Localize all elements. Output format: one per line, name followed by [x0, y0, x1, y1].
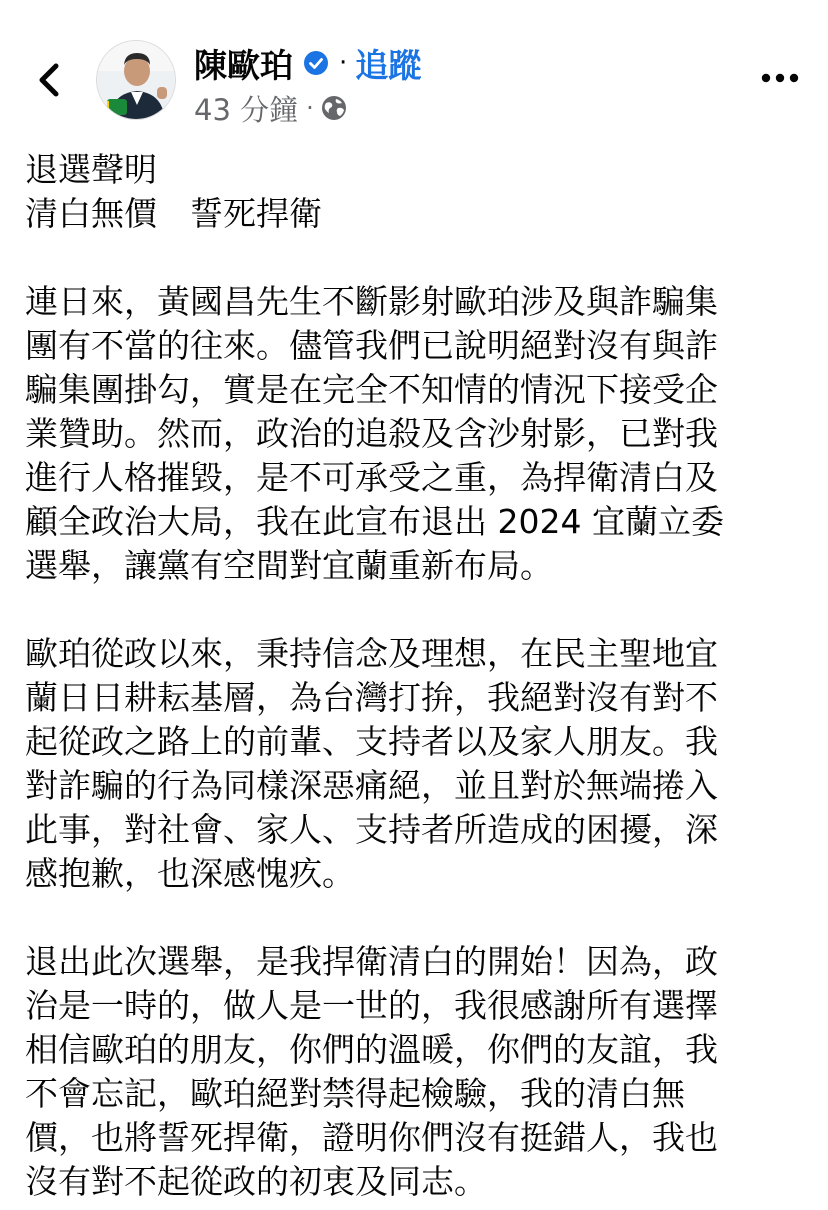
- post-line: 感抱歉，也深感愧疚。: [25, 854, 355, 893]
- post-timestamp[interactable]: 43 分鐘: [194, 92, 299, 127]
- post-line: 連日來，黃國昌先生不斷影射歐珀涉及與詐騙集: [25, 282, 718, 321]
- paragraph-spacer: [25, 588, 815, 632]
- post-paragraph: [25, 280, 815, 588]
- separator-dot: ·: [339, 48, 348, 78]
- avatar-photo: [97, 41, 176, 120]
- post-line: 對詐騙的行為同樣深惡痛絕，並且對於無端捲入: [25, 766, 718, 805]
- post-paragraph: [25, 940, 815, 1204]
- more-options-button[interactable]: [758, 60, 802, 96]
- author-avatar[interactable]: [96, 40, 176, 120]
- paragraph-spacer: [25, 236, 815, 280]
- post-line: 不會忘記，歐珀絕對禁得起檢驗，我的清白無: [25, 1074, 685, 1113]
- post-line: 歐珀從政以來，秉持信念及理想，在民主聖地宜: [25, 634, 718, 673]
- post-line: 沒有對不起從政的初衷及同志。: [25, 1162, 487, 1201]
- post-line: 退出此次選舉，是我捍衛清白的開始！因為，政: [25, 942, 718, 981]
- post-line: 退選聲明: [25, 150, 157, 189]
- post-line: 進行人格摧毀，是不可承受之重，為捍衛清白及: [25, 458, 718, 497]
- follow-button[interactable]: 追蹤: [355, 45, 422, 85]
- post-paragraph: [25, 632, 815, 896]
- post-line: 選舉，讓黨有空間對宜蘭重新布局。: [25, 546, 553, 585]
- back-button[interactable]: [28, 58, 68, 102]
- chevron-left-icon: [34, 62, 62, 98]
- post-header: [0, 0, 828, 140]
- post-paragraph-title: [25, 148, 815, 236]
- verified-badge-icon: [303, 50, 329, 76]
- post-line: 顧全政治大局，我在此宣布退出 2024 宜蘭立委: [25, 502, 724, 541]
- post-line: 治是一時的，做人是一世的，我很感謝所有選擇: [25, 986, 718, 1025]
- post-line: 價，也將誓死捍衛，證明你們沒有挺錯人，我也: [25, 1118, 718, 1157]
- more-options-icon: [760, 72, 800, 84]
- author-line: [194, 38, 421, 88]
- post-line: 此事，對社會、家人、支持者所造成的困擾，深: [25, 810, 718, 849]
- post-meta: [194, 86, 348, 130]
- author-name[interactable]: 陳歐珀: [194, 45, 293, 85]
- meta-separator: ·: [306, 94, 314, 122]
- post-line: 清白無價 誓死捍衛: [25, 194, 322, 233]
- post-line: 相信歐珀的朋友，你們的溫暖，你們的友誼，我: [25, 1030, 718, 1069]
- post-line: 團有不當的往來。儘管我們已說明絕對沒有與詐: [25, 326, 718, 365]
- globe-icon: [320, 94, 348, 122]
- post-line: 業贊助。然而，政治的追殺及含沙射影，已對我: [25, 414, 718, 453]
- post-text: [25, 148, 815, 1204]
- post-line: 起從政之路上的前輩、支持者以及家人朋友。我: [25, 722, 718, 761]
- post-line: 騙集團掛勾，實是在完全不知情的情況下接受企: [25, 370, 718, 409]
- post-line: 蘭日日耕耘基層，為台灣打拚，我絕對沒有對不: [25, 678, 718, 717]
- paragraph-spacer: [25, 896, 815, 940]
